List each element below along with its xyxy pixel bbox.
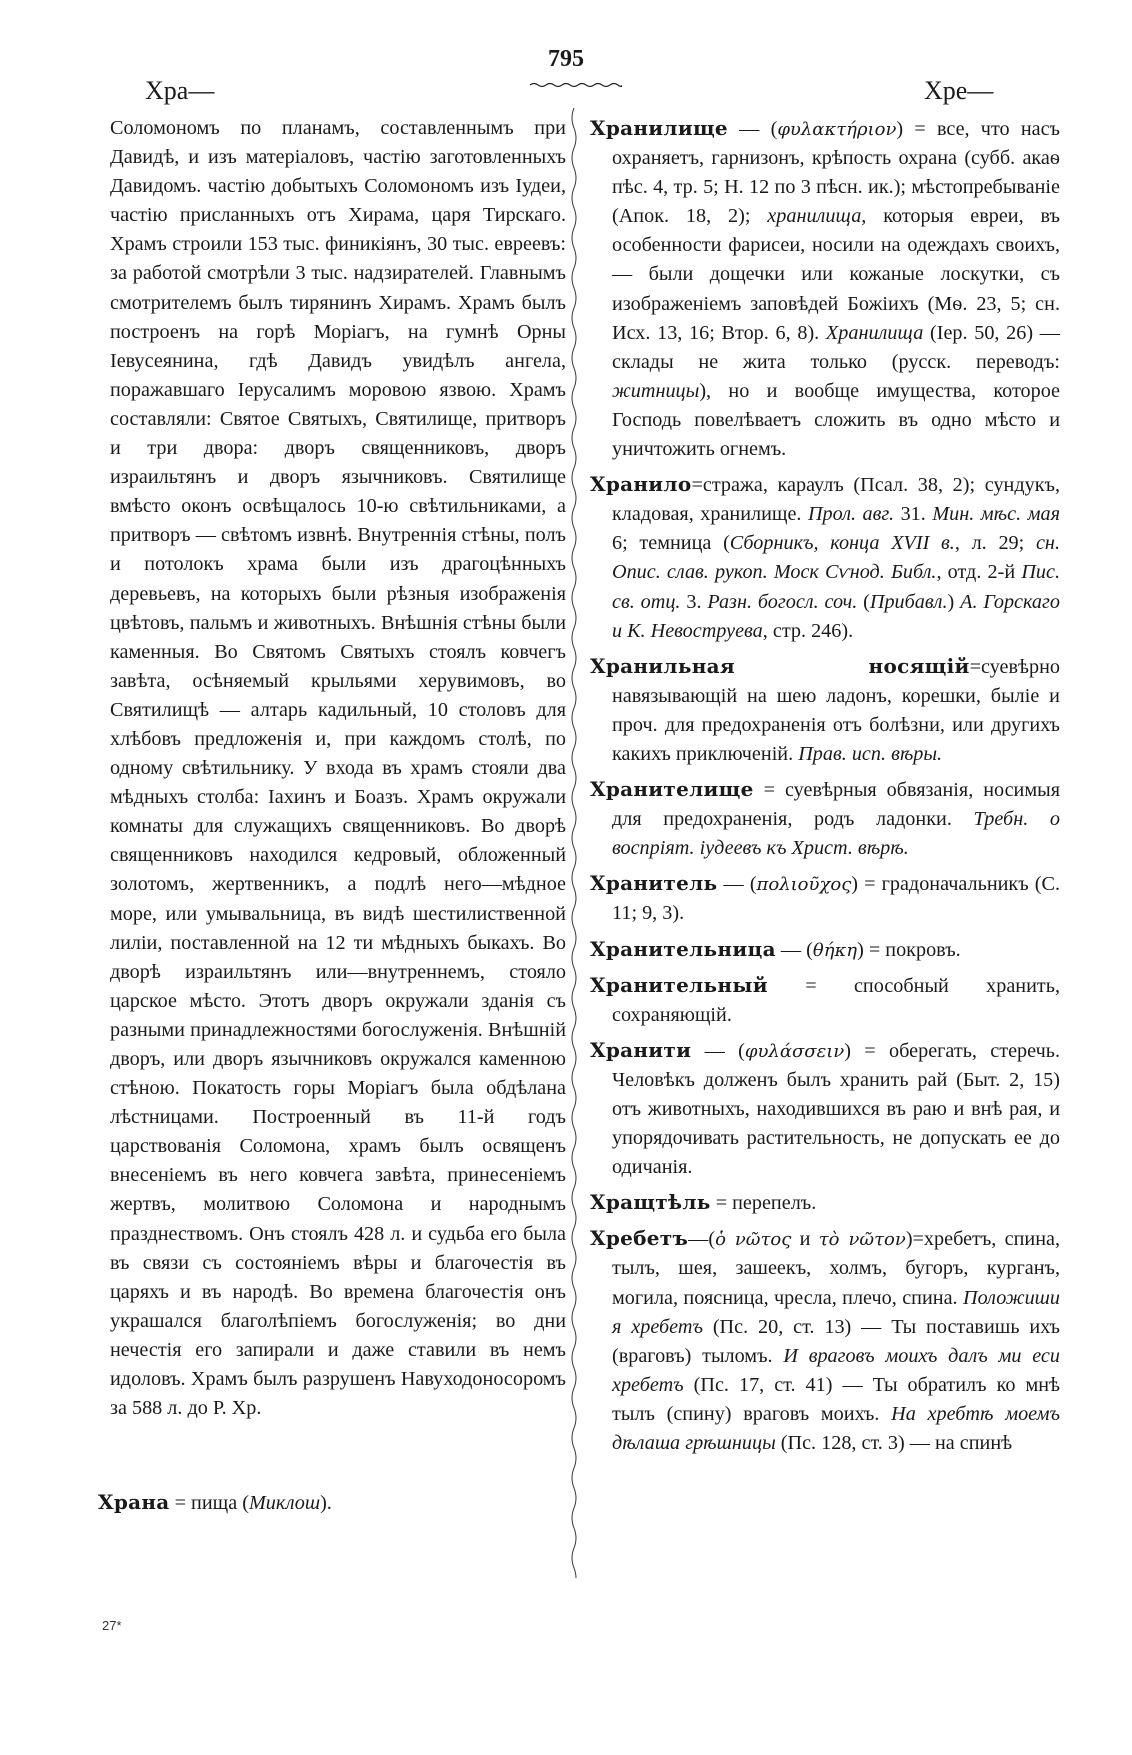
left-column — [110, 114, 566, 1423]
dictionary-entry — [98, 1488, 568, 1518]
entry-text: =стража, караулъ (Псал. 38, 2); сундукъ, кладовая, хранилище. — [612, 474, 1060, 526]
page-number-rule — [530, 82, 622, 88]
entry-text: — ( — [775, 938, 813, 961]
entry-text: ( — [857, 590, 870, 613]
running-head-left: Хра— — [145, 76, 215, 105]
entry-headword: Хранильная носящій — [590, 653, 970, 678]
entry-text: — ( — [691, 1039, 745, 1062]
dictionary-entry — [590, 114, 1060, 464]
left-continuation-text: Соломономъ по планамъ, составленнымъ при Давидѣ, и изъ матеріаловъ, частію заготовленныхъ Давидомъ. частію добытыхъ Соломономъ изъ Іудеи, частію присланныхъ отъ Хирама, царя Тирскаго. Храмъ строили 153 тыс. финикіянъ, 30 тыс. евреевъ: за работой смотрѣли 3 тыс. надзирателей. Главнымъ смотрителемъ былъ тирянинъ Хирамъ. Храмъ былъ построенъ на горѣ Моріагъ, на гумнѣ Орны Іевусеянина, гдѣ Давидъ увидѣлъ ангела, поражавшаго Іерусалимъ моровою язвою. Храмъ составляли: Святое Святыхъ, Святилище, притворъ и три двора: дворъ священниковъ, дворъ израильтянъ и дворъ язычниковъ. Святилище вмѣсто оконъ освѣщалось 10-ю свѣтильниками, а притворъ — свѣтомъ извнѣ. Внутреннія стѣны, полъ и потолокъ храма были изъ драгоцѣнныхъ деревьевъ, на которыхъ были рѣзныя изображенія цвѣтовъ, пальмъ и животныхъ. Внѣшнія стѣны были каменныя. Во Святомъ Святыхъ стоялъ ковчегъ завѣта, осѣняемый крыльями херувимовъ, во Святилищѣ — алтарь кадильный, 10 столовъ для хлѣбовъ предложенія и, при каждомъ столѣ, по одному свѣтильнику. У входа въ храмъ стояли два мѣдныхъ столба: Іахинъ и Боазъ. Храмъ окружали комнаты для служащихъ священниковъ. Во дворѣ священниковъ находился кедровый, обложенный золотомъ, жертвенникъ, а подлѣ него—мѣдное море, или умывальница, въ видѣ шестилиственной лиліи, поставленной на 12 ти мѣдныхъ быкахъ. Во дворѣ израильтянъ или—внутреннемъ, стояло царское мѣсто. Этотъ дворъ окружали зданія съ разными принадлежностями богослуженія. Внѣшній дворъ, или дворъ язычниковъ окружался каменною стѣною. Покатость горы Моріагъ была обдѣлана лѣстницами. Построенный въ 11-й годъ царствованія Соломона, храмъ былъ освященъ внесеніемъ въ него ковчега завѣта, принесеніемъ жертвъ, молитвою Соломона и народнымъ празднествомъ. Онъ стоялъ 428 л. и судьба его была въ связи съ состояніемъ вѣры и благочестія въ царяхъ и въ народѣ. Во времена благочестія онъ украшался благолѣпіемъ богослуженія; во дни нечестія его запирали и даже ставили въ немъ идоловъ. Храмъ былъ разрушенъ Навуходоносоромъ за 588 л. до Р. Хр. — [110, 117, 566, 1420]
left-entry-list — [98, 1488, 568, 1518]
entry-headword: Хранити — [590, 1037, 692, 1062]
italic-citation: Положиши я хребетъ — [612, 1286, 1060, 1338]
entry-text: пища ( — [191, 1492, 249, 1514]
entry-source-italic: Миклош — [248, 1492, 321, 1514]
entry-text: = перепелъ. — [710, 1192, 817, 1215]
italic-citation: Пис. св. отц. — [612, 561, 1060, 613]
column-divider — [568, 108, 580, 1578]
entry-headword: Хранительный — [590, 972, 768, 997]
entry-headword: Хращтѣль — [590, 1190, 711, 1215]
italic-citation: Мин. мѣс. мая — [932, 503, 1060, 526]
entry-text: = суевѣрныя обвязанія, носимыя для предохраненія, родъ ладонки. — [612, 779, 1060, 831]
entry-text: ) = покровъ. — [857, 938, 961, 961]
dictionary-entry — [590, 470, 1060, 646]
entry-text: —( — [688, 1228, 716, 1251]
greek-equivalent: φυλακτήριον — [777, 119, 897, 140]
entry-text: (Іер. 50, 26) — склады не жита только (русск. переводъ: — [612, 321, 1060, 373]
entry-text: — ( — [727, 118, 778, 140]
dictionary-entry — [590, 1188, 1060, 1218]
dictionary-entry — [590, 971, 1060, 1030]
entry-text: = — [169, 1492, 192, 1514]
greek-equivalent: θήκη — [812, 939, 858, 961]
entry-text: ) = оберегать, стеречь. Человѣкъ долженъ былъ хранить рай (Быт. 2, 15) отъ животныхъ, находившихся въ раю и внѣ рая, и упорядочивать растительность, не допускать ее до одичанія. — [612, 1039, 1060, 1179]
entry-headword: Хранилище — [590, 116, 728, 140]
italic-citation: Требн. о воспріят. іудеевъ къ Христ. вѣрѣ. — [612, 808, 1061, 860]
italic-citation: Прибавл. — [869, 590, 948, 613]
entry-text: , отд. 2-й — [936, 561, 1022, 584]
italic-citation: На хребтѣ моемъ дѣлаша грѣшницы — [612, 1402, 1060, 1455]
italic-citation: Сборникъ, конца XVII в. — [729, 532, 955, 555]
entry-text: — ( — [717, 873, 757, 896]
entry-headword: Хребетъ — [590, 1226, 689, 1251]
entry-text: (Пс. 17, ст. 41) — Ты обратилъ ко мнѣ тылъ (спину) враговъ моихъ. — [612, 1373, 1060, 1425]
right-column — [590, 114, 1060, 1464]
entry-text: ). — [320, 1492, 332, 1514]
entry-headword: Храна — [98, 1490, 170, 1514]
italic-citation: Прав. исп. вѣры. — [798, 742, 943, 765]
entry-text: и — [791, 1228, 819, 1251]
italic-citation: сн. Опис. слав. рукоп. Моск Сѵнод. Библ. — [612, 532, 1060, 584]
entry-headword: Хранитель — [590, 871, 718, 896]
italic-citation: Хранилища — [825, 321, 924, 344]
entry-text: ), но и вообще имущества, которое Господь повелѣваетъ сложить въ одно мѣсто и уничтожить огнемъ. — [612, 379, 1060, 461]
greek-equivalent: πολιοῦχος — [756, 874, 852, 896]
italic-citation: А. Горскаго и К. Невоструева — [612, 590, 1060, 642]
entry-text: ) = градоначальникъ (С. 11; 9, 3). — [612, 873, 1060, 925]
page-number: 795 — [548, 46, 584, 72]
italic-citation: И враговъ моихъ далъ ми еси хребетъ — [612, 1344, 1060, 1396]
entry-text: ) = все, что насъ охраняетъ, гарнизонъ, крѣпость охрана (субб. акаѳ пѣс. 4, тр. 5; Н. 12 по 3 пѣсн. ик.); мѣстопребываніе (Апок. 18, 2); — [612, 118, 1060, 228]
entry-text: = способный хранить, сохраняющій. — [612, 974, 1060, 1026]
dictionary-entry — [590, 869, 1060, 928]
entry-text: (Пс. 128, ст. 3) — на спинѣ — [775, 1432, 1013, 1455]
entry-headword: Хранителище — [590, 777, 754, 802]
dictionary-entry — [590, 1224, 1060, 1458]
running-head-right: Хре— — [924, 76, 994, 105]
dictionary-entry — [590, 775, 1060, 863]
italic-citation: хранилища — [767, 205, 862, 228]
greek-equivalent: ὁ νῶτος — [715, 1229, 792, 1251]
italic-citation: Прол. авг. — [807, 503, 895, 526]
entry-text: ) — [947, 590, 961, 613]
greek-equivalent: φυλάσσειν — [744, 1040, 845, 1062]
dictionary-entry — [590, 1036, 1060, 1182]
italic-citation: житницы — [612, 379, 700, 402]
entry-text: 3. — [680, 590, 708, 613]
entry-headword: Хранило — [590, 472, 692, 497]
italic-citation: Разн. богосл. соч. — [707, 590, 858, 613]
entry-text: , стр. 246). — [762, 619, 854, 642]
entry-text: (Пс. 20, ст. 13) — Ты поставишь ихъ (враговъ) тыломъ. — [612, 1315, 1060, 1367]
entry-text: 6; темница ( — [612, 532, 730, 555]
entry-text: , которыя евреи, въ особенности фарисеи, носили на одеждахъ своихъ, — были дощечки или кожаные лоскутки, съ изображеніемъ заповѣдей Божіихъ (Мѳ. 23, 5; сн. Исх. 13, 16; Втор. 6, 8). — [612, 205, 1060, 344]
entry-text: 31. — [894, 503, 933, 526]
entry-text: )=хребетъ, спина, тылъ, шея, зашеекъ, холмъ, бугоръ, курганъ, могила, поясница, чресла, плечо, спина. — [612, 1228, 1061, 1309]
entry-text: =суевѣрно навязывающій на шею ладонъ, корешки, быліе и проч. для предохраненія отъ болѣзни, или другихъ какихъ приключеній. — [612, 655, 1060, 765]
entry-text: , л. 29; — [954, 532, 1036, 555]
entry-headword: Хранительница — [590, 936, 776, 961]
dictionary-entry — [590, 935, 1060, 965]
signature-mark: 27* — [102, 1618, 122, 1633]
dictionary-entry — [590, 652, 1060, 769]
greek-equivalent: τὸ νῶτον — [818, 1229, 906, 1251]
